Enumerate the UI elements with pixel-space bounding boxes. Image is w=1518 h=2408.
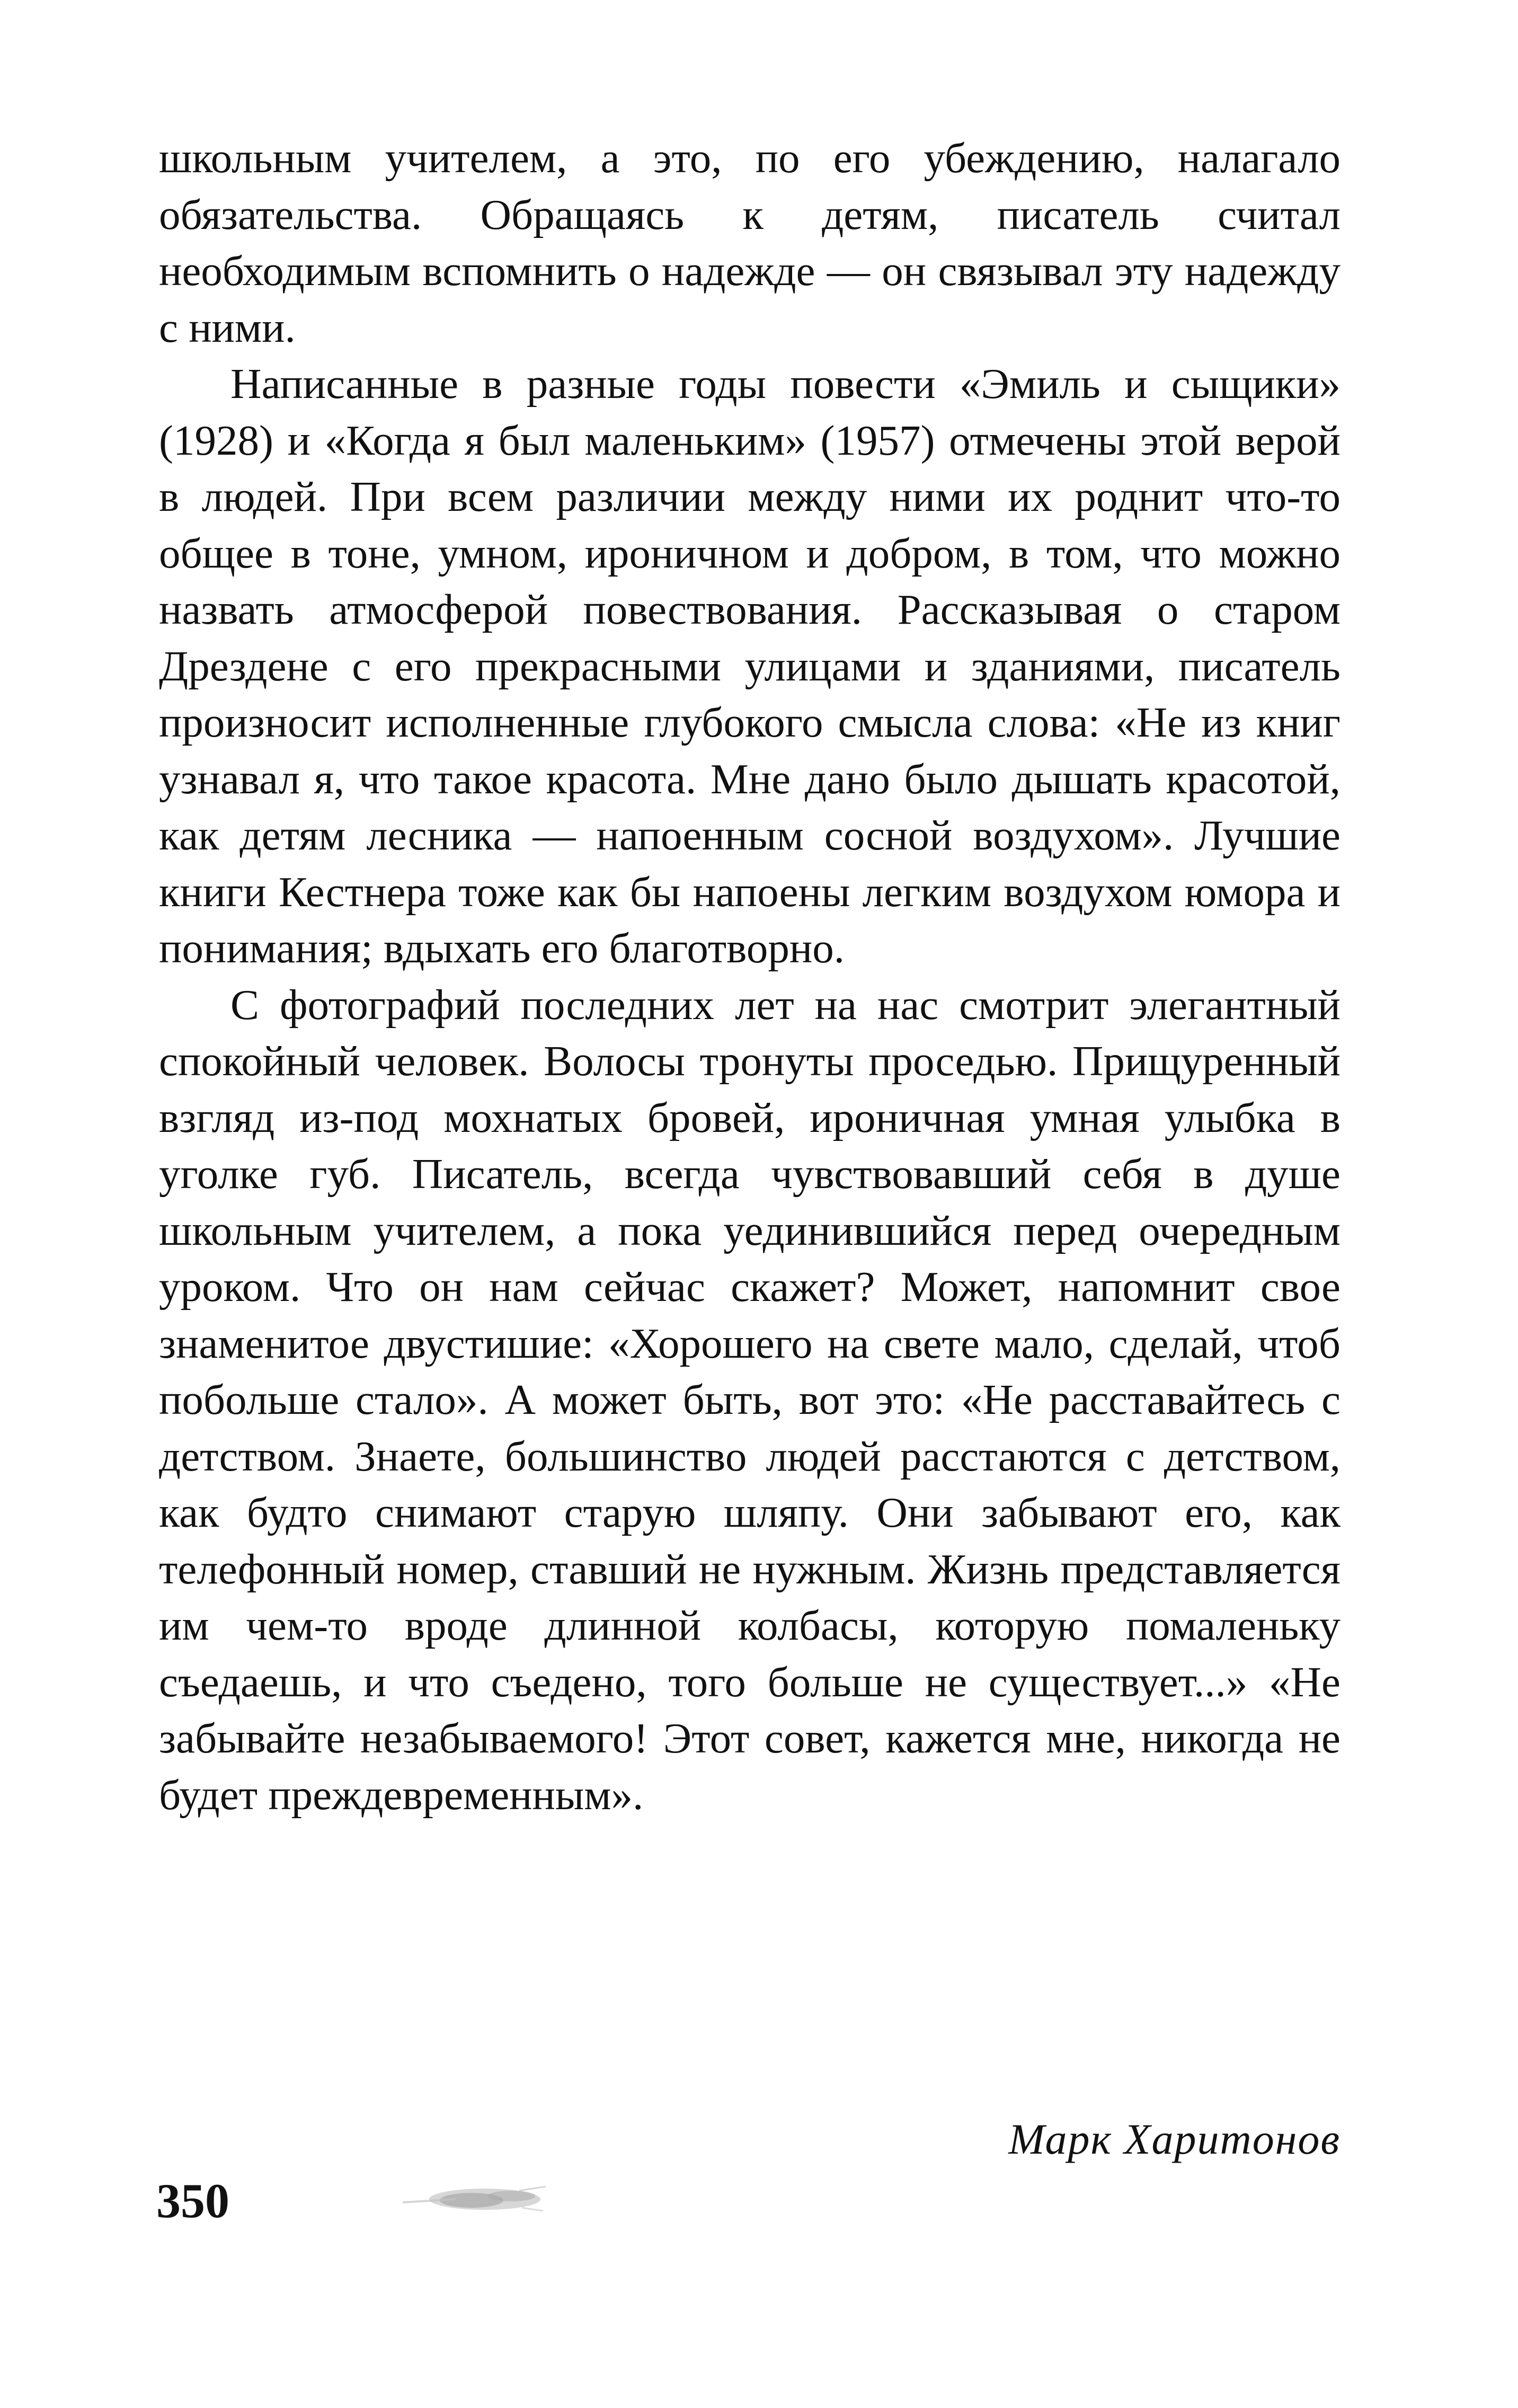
page-body — [159, 130, 1341, 1823]
text-block — [159, 130, 1341, 1823]
ink-smudge-mark — [392, 2178, 551, 2220]
paragraph-photograph: С фотографий последних лет на нас смотрит элегантный спокойный человек. Волосы тронуты проседью. Прищуренный взгляд из-под мохнатых бровей, ироничная умная улыбка в уголке губ. Писатель, всегда чувствовавший себя в душе школьным учителем, а пока уединившийся перед очередным уроком. Что он нам сейчас скажет? Может, напомнит свое знаменитое двустишие: «Хорошего на свете мало, сделай, чтоб побольше стало». А может быть, вот это: «Не расставайтесь с детством. Знаете, большинство людей расстаются с детством, как будто снимают старую шляпу. Они забывают его, как телефонный номер, ставший не нужным. Жизнь представляется им чем-то вроде длинной колбасы, которую помаленьку съедаешь, и что съедено, того больше не существует...» «Не забывайте незабываемого! Этот совет, кажется мне, никогда не будет преждевременным». — [159, 980, 1341, 1819]
paragraph-kestner-books: Написанные в разные годы повести «Эмиль и сыщики» (1928) и «Когда я был маленьким» (1957) отмечены этой верой в людей. При всем различии между ними их роднит что-то общее в тоне, умном, ироничном и добром, в том, что можно назвать атмосферой повествования. Рассказывая о старом Дрездене с его прекрасными улицами и зданиями, писатель произносит исполненные глубокого смысла слова: «Не из книг узнавал я, что такое красота. Мне дано было дышать красотой, как детям лесника — напоенным сосной воздухом». Лучшие книги Кестнера тоже как бы напоены легким воздухом юмора и понимания; вдыхать его благотворно. — [159, 360, 1341, 972]
paragraph-continuation: школьным учителем, а это, по его убеждению, налагало обязательства. Обращаясь к детям, писатель считал необходимым вспомнить о надежде — он связывал эту надежду с ними. — [159, 134, 1341, 351]
page-number: 350 — [156, 2174, 229, 2228]
author-signature: Марк Харитонов — [1008, 2115, 1341, 2163]
